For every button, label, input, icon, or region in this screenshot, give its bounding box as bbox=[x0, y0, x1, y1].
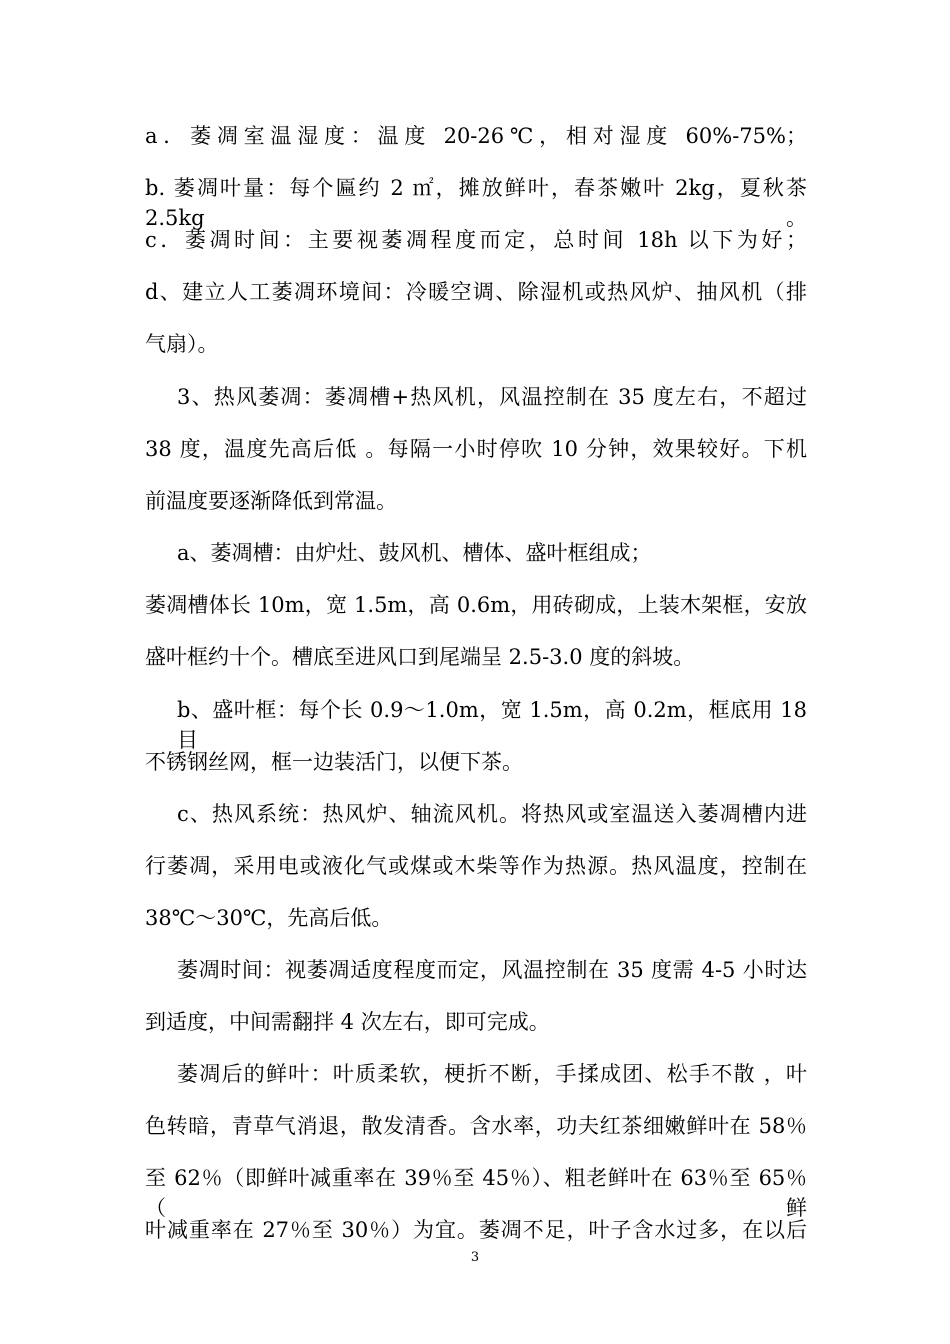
text-line-hot-air-system: c、热风系统：热风炉、轴流风机。将热风或室温送入萎凋槽内进 bbox=[177, 802, 807, 826]
text-line-hot-air-system-continued-2: 38℃～30℃，先高后低。 bbox=[145, 906, 393, 930]
text-line-withered-leaf-continued-3: 叶减重率在 27％至 30％）为宜。萎凋不足，叶子含水过多，在以后 bbox=[145, 1218, 807, 1242]
page-number: 3 bbox=[470, 1250, 480, 1265]
text-line-c-withering-time: c．萎凋时间：主要视萎凋程度而定，总时间 18h 以下为好； bbox=[145, 228, 807, 252]
text-line-withered-leaf: 萎凋后的鲜叶：叶质柔软，梗折不断，手揉成团、松手不散 ，叶 bbox=[177, 1062, 807, 1086]
text-line-trough-dimensions: 萎凋槽体长 10m，宽 1.5m，高 0.6m，用砖砌成，上装木架框，安放 bbox=[145, 593, 807, 617]
text-line-b-leaf-amount: b. 萎凋叶量：每个匾约 2 ㎡，摊放鲜叶，春茶嫩叶 2kg，夏秋茶 2.5kg。 bbox=[145, 176, 807, 230]
text-line-withered-leaf-continued-1: 色转暗，青草气消退，散发清香。含水率，功夫红茶细嫩鲜叶在 58％ bbox=[145, 1114, 807, 1138]
text-line-withering-trough: a、萎凋槽：由炉灶、鼓风机、槽体、盛叶框组成； bbox=[177, 541, 652, 565]
text-line-hot-air-system-continued-1: 行萎凋，采用电或液化气或煤或木柴等作为热源。热风温度，控制在 bbox=[145, 854, 807, 878]
text-line-d-artificial-env: d、建立人工萎凋环境间：冷暖空调、除湿机或热风炉、抽风机（排 bbox=[145, 280, 807, 304]
text-line-withered-leaf-continued-2: 至 62％（即鲜叶减重率在 39％至 45％）、粗老鲜叶在 63％至 65％（鲜 bbox=[145, 1166, 807, 1220]
text-line-leaf-frame-continued: 不锈钢丝网，框一边装活门，以便下茶。 bbox=[145, 750, 523, 774]
text-line-withering-duration: 萎凋时间：视萎凋适度程度而定，风温控制在 35 度需 4-5 小时达 bbox=[177, 958, 807, 982]
text-line-trough-slope: 盛叶框约十个。槽底至进风口到尾端呈 2.5-3.0 度的斜坡。 bbox=[145, 645, 695, 669]
text-line-leaf-frame: b、盛叶框：每个长 0.9～1.0m，宽 1.5m，高 0.2m，框底用 18 目 bbox=[177, 698, 807, 752]
text-line-a-humidity: a．萎凋室温湿度：温度 20-26℃，相对湿度 60%-75%； bbox=[145, 124, 807, 148]
text-line-hot-air-withering: 3、热风萎凋：萎凋槽+热风机，风温控制在 35 度左右，不超过 bbox=[177, 385, 807, 409]
text-line-d-continued: 气扇）。 bbox=[145, 332, 219, 356]
text-line-hot-air-continued-1: 38 度，温度先高后低 。每隔一小时停吹 10 分钟，效果较好。下机 bbox=[145, 437, 807, 461]
text-line-hot-air-continued-2: 前温度要逐渐降低到常温。 bbox=[145, 489, 397, 513]
text-line-withering-duration-continued: 到适度，中间需翻拌 4 次左右，即可完成。 bbox=[145, 1010, 550, 1034]
